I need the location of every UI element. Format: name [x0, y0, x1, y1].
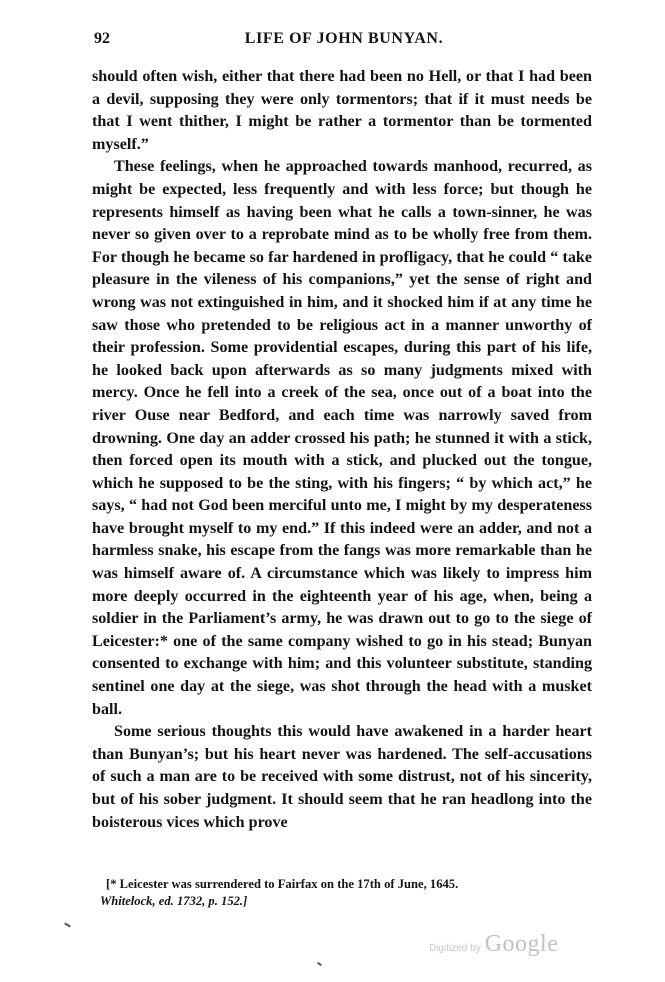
page-number: 92 [94, 30, 110, 47]
google-logo: Google [484, 931, 559, 957]
footnote-line-1: [* Leicester was surrendered to Fairfax on the 17th of June, 1645. [106, 877, 459, 891]
digitized-by-text: Digitized by [429, 943, 481, 954]
google-watermark [429, 931, 558, 958]
footnote-line-2 [100, 893, 596, 910]
running-header [94, 30, 594, 54]
paragraph-1: should often wish, either that there had been no Hell, or that I had been a devil, supposing they were only tormentors; that if it must needs be that I went thither, I might be rather a tormentor than be tormented myself.” [92, 68, 592, 153]
ink-speck [64, 922, 71, 927]
paragraph-3: Some serious thoughts this would have awakened in a harder heart than Bunyan’s; but his heart never was hardened. The self-accusations of such a man are to be received with some distrust, not of his sincerity, but of his sober judgment. It should seem that he ran headlong into the boisterous vices which prove [92, 723, 592, 831]
body-text [92, 66, 592, 834]
running-title: LIFE OF JOHN BUNYAN. [244, 30, 444, 47]
ink-speck [317, 962, 322, 967]
footnote [100, 876, 596, 910]
paragraph-2: These feelings, when he approached towards manhood, recurred, as might be expected, less frequently and with less force; but though he represents himself as having been what he calls a town-sinner, he was never so given over to a reprobate mind as to be wholly free from them. For though he became so far hardened in profligacy, that he could “ take pleasure in the vileness of his companions,” yet the sense of right and wrong was not extinguished in him, and it shocked him if at any time he saw those who pretended to be religious act in a manner unworthy of their profession. Some providential escapes, during this part of his life, he looked back upon afterwards as so many judgments mixed with mercy. Once he fell into a creek of the sea, once out of a boat into the river Ouse near Bedford, and each time was narrowly saved from drowning. One day an adder crossed his path; he stunned it with a stick, then forced open its mouth with a stick, and plucked out the tongue, which he supposed to be the sting, with his fingers; “ by which act,” he says, “ had not God been merciful unto me, I might by my desperateness have brought myself to my end.” If this indeed were an adder, and not a harmless snake, his escape from the fangs was more remarkable than he was himself aware of. A circumstance which was likely to impress him more deeply occurred in the eighteenth year of his age, when, being a soldier in the Parliament’s army, he was drawn out to go to the siege of Leicester:* one of the same company wished to go in his stead; Bunyan consented to exchange with him; and this volunteer substitute, standing sentinel one day at the siege, was shot through the head with a musket ball. [92, 158, 592, 718]
footnote-line-2-text: Whitelock, ed. 1732, p. 152.] [100, 894, 248, 908]
